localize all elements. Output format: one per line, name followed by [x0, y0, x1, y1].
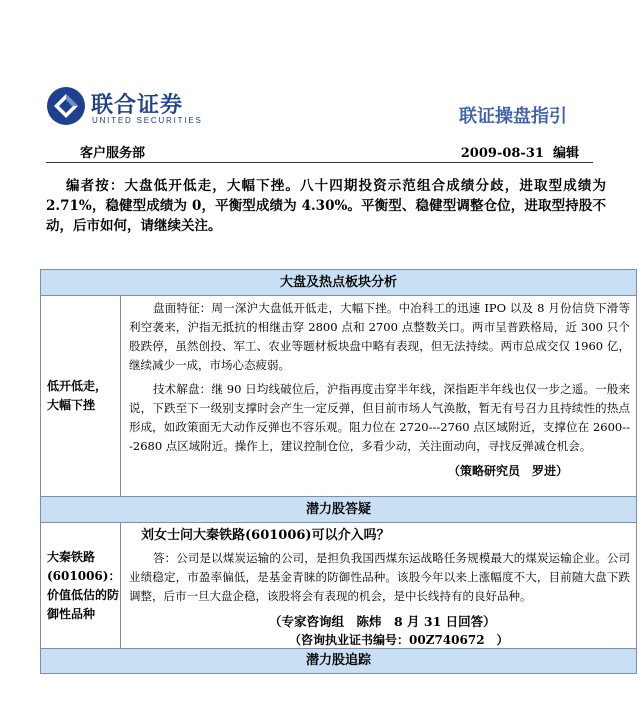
logo-english-name: UNITED SECURITIES: [92, 116, 203, 125]
market-analysis-label: 低开低走，大幅下挫: [41, 296, 121, 496]
united-securities-logo-icon: [46, 86, 86, 126]
header-divider: [46, 162, 593, 163]
section-heading-potential: 潜力股答疑: [41, 497, 636, 523]
technical-analysis-paragraph: 技术解盘：继 90 日均线破位后，沪指再度击穿半年线，深指距半年线也仅一步之遥。一般来说，下跌至下一级别支撑时会产生一定反弹，但目前市场人气涣散，暂无有号召力且持续性的热点形成，如政策面无大动作反弹也不容乐观。阻力位在 2720---2760 点区域附近，支撑位在 2600---2680 点区域附近。操作上，建议控制仓位，多看少动，关注面动向，寻找反弹减仓机会。: [129, 382, 630, 453]
potential-stock-label: 大秦铁路(601006)：价值低估的防御性品种: [41, 523, 121, 648]
company-logo: [46, 86, 206, 130]
date-suffix: 编辑: [552, 146, 579, 161]
answer-paragraph: 答：公司是以煤炭运输的公司，是担负我国西煤东运战略任务规模最大的煤炭运输企业。公司业绩稳定，市盈率偏低，是基金青睐的防御性品种。该股今年以来上涨幅度不大，目前随大盘下跌调整，后市一旦大盘企稳，该股将会有表现的机会，是中长线持有的良好品种。: [129, 551, 630, 603]
section-heading-tracking: 潜力股追踪: [41, 649, 636, 673]
expert-signature: （专家咨询组 陈炜 8 月 31 日回答）: [269, 614, 496, 629]
section-heading-market: 大盘及热点板块分析: [41, 270, 636, 296]
market-analysis-row: [41, 296, 636, 497]
report-title: 联证操盘指引: [459, 106, 567, 127]
logo-chinese-name: 联合证券: [91, 93, 184, 118]
market-feature-paragraph: 盘面特征：周一深沪大盘低开低走，大幅下挫。中冶科工的迅速 IPO 以及 8 月份信贷下滑等利空袭来，沪指无抵抗的相继击穿 2800 点和 2700 点整数关口。两市呈普跌格局，近 300 只个股跌停，虽然创投、军工、农业等题材板块盘中略有表现，但无法持续。两市总成交仅 1960 亿，继续减少一成，市场心态疲弱。: [129, 301, 630, 372]
date-line: [461, 142, 579, 161]
department-label: 客户服务部: [80, 146, 146, 161]
editor-note: 编者按：大盘低开低走，大幅下挫。八十四期投资示范组合成绩分歧，进取型成绩为2.71%，稳健型成绩为 0，平衡型成绩为 4.30%。平衡型、稳健型调整仓位，进取型持股不动，后市如何，请继续关注。: [46, 178, 606, 234]
question-title: 刘女士问大秦铁路(601006)可以介入吗？: [141, 528, 390, 543]
report-date: 2009-08-31: [460, 146, 544, 161]
potential-stock-body: [121, 523, 636, 648]
market-analysis-body: [121, 296, 636, 496]
market-signature: （策略研究员 罗进）: [447, 464, 568, 478]
license-number: （咨询执业证书编号：00Z740672 ）: [289, 633, 509, 647]
content-table: [40, 269, 637, 674]
potential-stock-row: [41, 523, 636, 649]
